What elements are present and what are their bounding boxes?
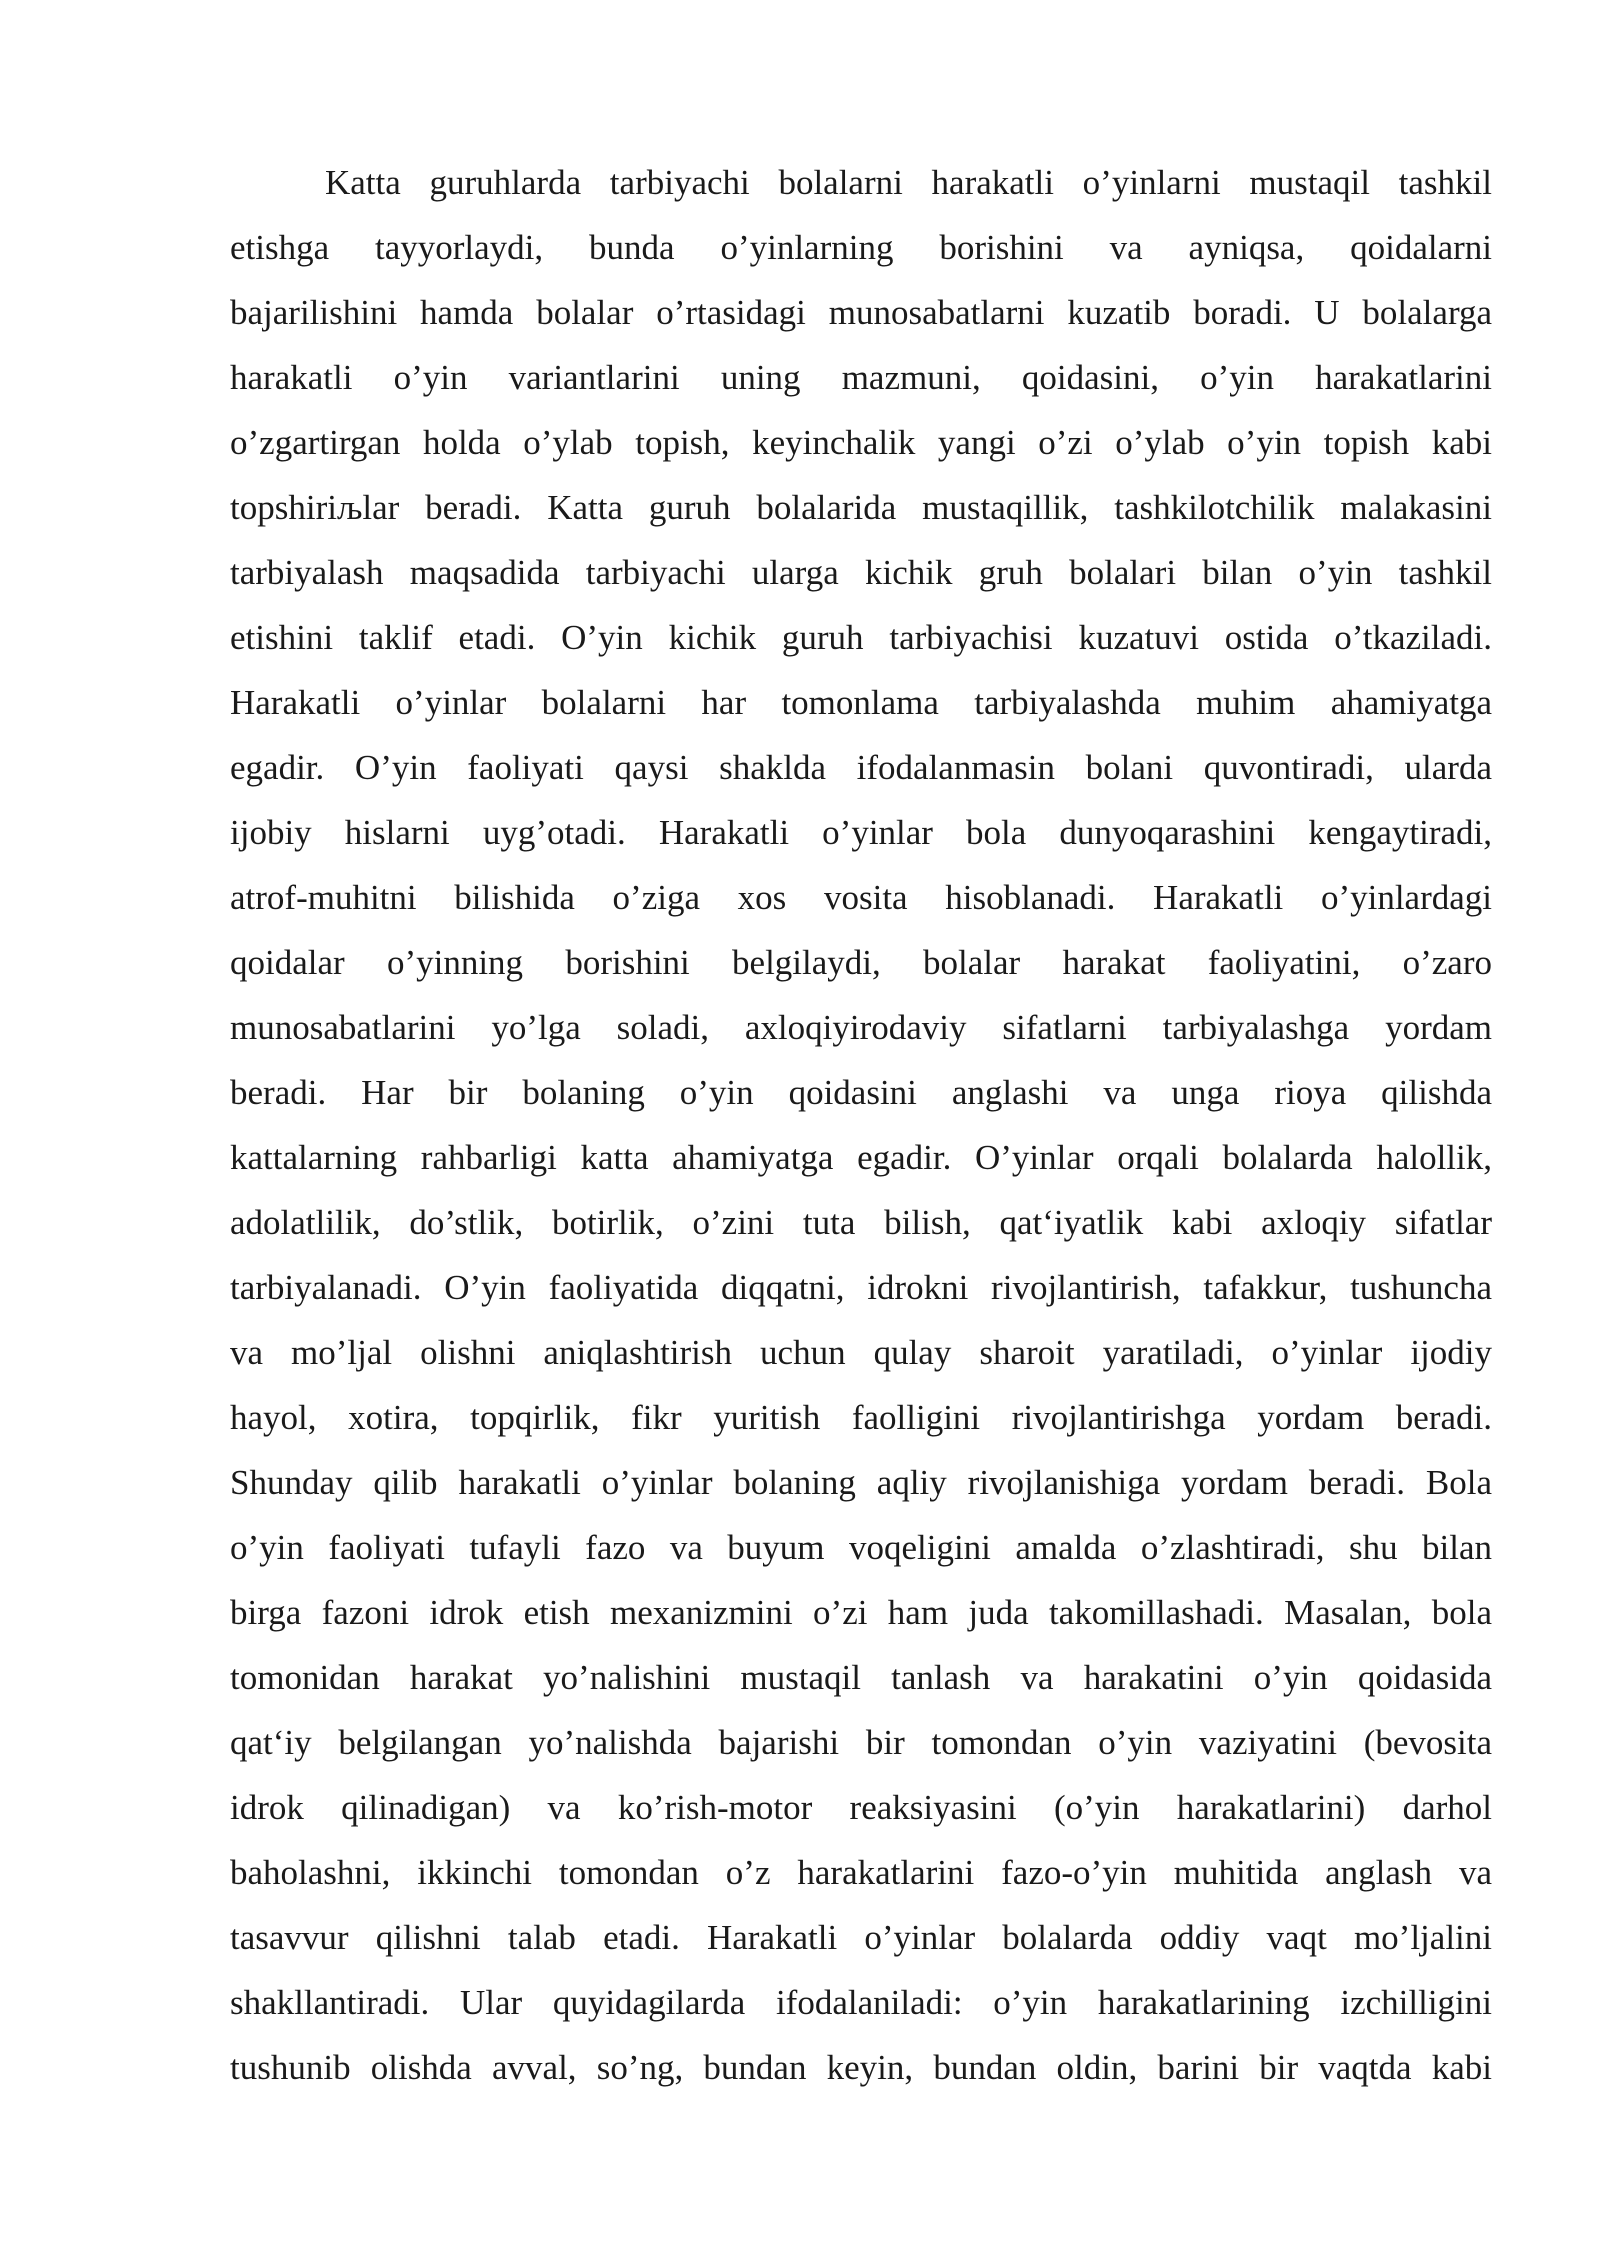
text-line: etishga tayyorlaydi, bunda o’yinlarning borishini va ayniqsa, qoidalarni: [230, 228, 1492, 267]
text-line: Katta guruhlarda tarbiyachi bolalarni harakatli o’yinlarni mustaqil tashkil: [325, 163, 1492, 202]
text-line: topshiriљlar beradi. Katta guruh bolalarida mustaqillik, tashkilotchilik malakasini: [230, 488, 1492, 527]
text-line: munosabatlarini yo’lga soladi, axloqiyirodaviy sifatlarni tarbiyalashga yordam: [230, 1008, 1492, 1047]
text-line: etishini taklif etadi. O’yin kichik guruh tarbiyachisi kuzatuvi ostida o’tkaziladi.: [230, 618, 1492, 657]
body-paragraph: [230, 150, 1492, 2100]
text-line: ijobiy hislarni uyg’otadi. Harakatli o’yinlar bola dunyoqarashini kengaytiradi,: [230, 813, 1492, 852]
text-line: tarbiyalash maqsadida tarbiyachi ularga kichik gruh bolalari bilan o’yin tashkil: [230, 553, 1492, 592]
text-line: Harakatli o’yinlar bolalarni har tomonlama tarbiyalashda muhim ahamiyatga: [230, 683, 1492, 722]
text-line: tushunib olishda avval, so’ng, bundan keyin, bundan oldin, barini bir vaqtda kabi: [230, 2048, 1492, 2087]
text-line: hayol, xotira, topqirlik, fikr yuritish faolligini rivojlantirishga yordam beradi.: [230, 1398, 1492, 1437]
text-line: tarbiyalanadi. O’yin faoliyatida diqqatni, idrokni rivojlantirish, tafakkur, tushuncha: [230, 1268, 1492, 1307]
text-line: tasavvur qilishni talab etadi. Harakatli o’yinlar bolalarda oddiy vaqt mo’ljalini: [230, 1918, 1492, 1957]
text-line: beradi. Har bir bolaning o’yin qoidasini anglashi va unga rioya qilishda: [230, 1073, 1492, 1112]
text-line: qoidalar o’yinning borishini belgilaydi, bolalar harakat faoliyatini, o’zaro: [230, 943, 1492, 982]
text-line: shakllantiradi. Ular quyidagilarda ifodalaniladi: o’yin harakatlarining izchilligini: [230, 1983, 1492, 2022]
text-line: baholashni, ikkinchi tomondan o’z harakatlarini fazo-o’yin muhitida anglash va: [230, 1853, 1492, 1892]
text-line: bajarilishini hamda bolalar o’rtasidagi munosabatlarni kuzatib boradi. U bolalarga: [230, 293, 1492, 332]
text-line: o’yin faoliyati tufayli fazo va buyum voqeligini amalda o’zlashtiradi, shu bilan: [230, 1528, 1492, 1567]
text-line: atrof-muhitni bilishida o’ziga xos vosita hisoblanadi. Harakatli o’yinlardagi: [230, 878, 1492, 917]
text-line: o’zgartirgan holda o’ylab topish, keyinchalik yangi o’zi o’ylab o’yin topish kabi: [230, 423, 1492, 462]
text-line: kattalarning rahbarligi katta ahamiyatga egadir. O’yinlar orqali bolalarda halollik,: [230, 1138, 1492, 1177]
text-line: Shunday qilib harakatli o’yinlar bolaning aqliy rivojlanishiga yordam beradi. Bola: [230, 1463, 1492, 1502]
text-line: adolatlilik, do’stlik, botirlik, o’zini tuta bilish, qat‘iyatlik kabi axloqiy sifatlar: [230, 1203, 1492, 1242]
text-line: egadir. O’yin faoliyati qaysi shaklda ifodalanmasin bolani quvontiradi, ularda: [230, 748, 1492, 787]
text-line: qat‘iy belgilangan yo’nalishda bajarishi bir tomondan o’yin vaziyatini (bevosita: [230, 1723, 1492, 1762]
text-line: harakatli o’yin variantlarini uning mazmuni, qoidasini, o’yin harakatlarini: [230, 358, 1492, 397]
text-line: birga fazoni idrok etish mexanizmini o’zi ham juda takomillashadi. Masalan, bola: [230, 1593, 1492, 1632]
text-line: tomonidan harakat yo’nalishini mustaqil tanlash va harakatini o’yin qoidasida: [230, 1658, 1492, 1697]
text-line: va mo’ljal olishni aniqlashtirish uchun qulay sharoit yaratiladi, o’yinlar ijodiy: [230, 1333, 1492, 1372]
text-line: idrok qilinadigan) va ko’rish-motor reaksiyasini (o’yin harakatlarini) darhol: [230, 1788, 1492, 1827]
